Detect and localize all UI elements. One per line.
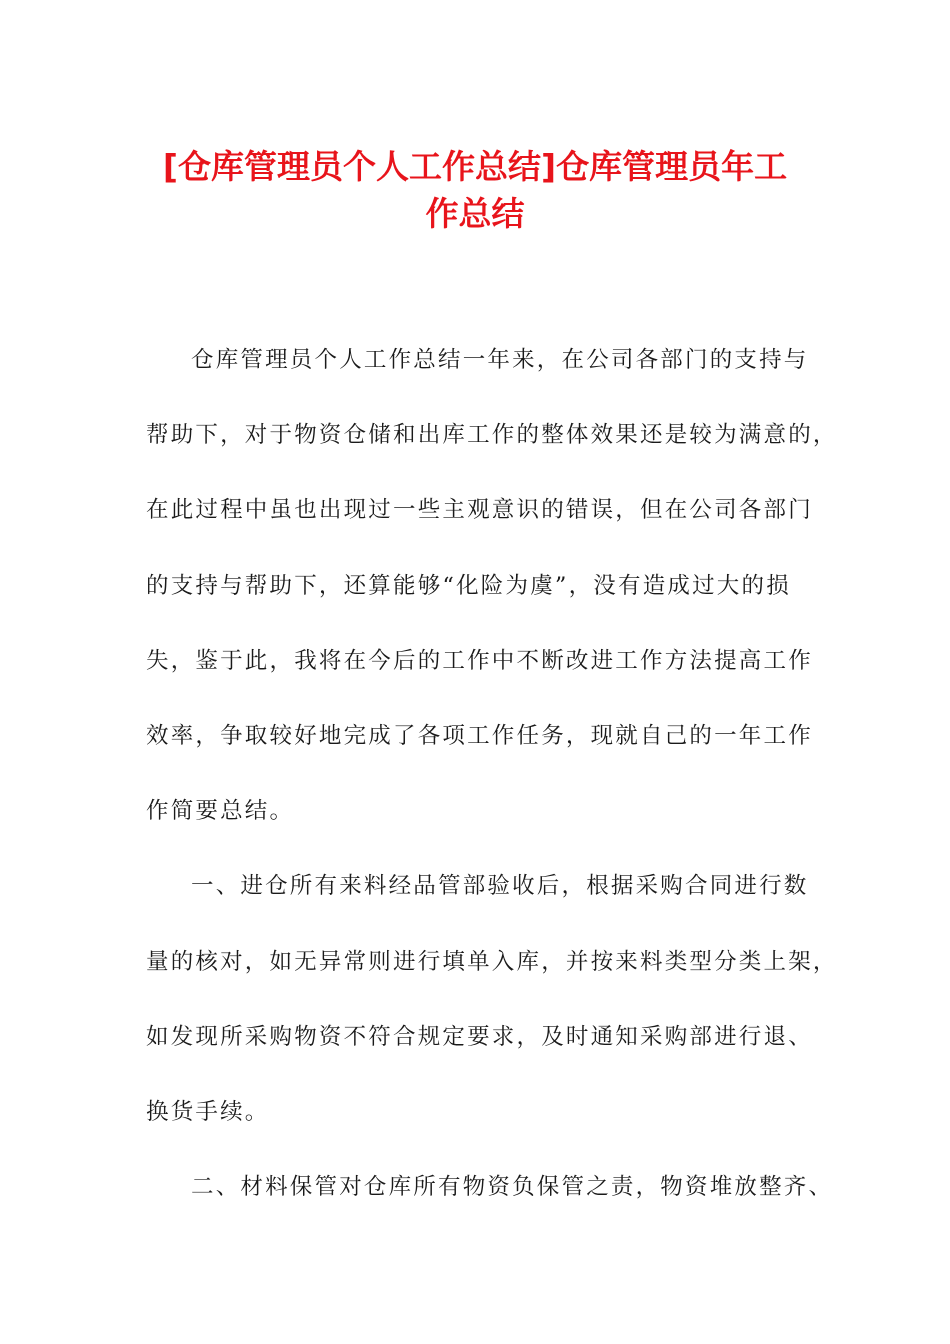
title-line-2: 作总结: [425, 194, 525, 233]
paragraph-line: 一、进仓所有来料经品管部验收后，根据采购合同进行数: [191, 873, 809, 900]
paragraph-line: 效率，争取较好地完成了各项工作任务，现就自己的一年工作: [146, 722, 813, 749]
paragraph-line: 失，鉴于此，我将在今后的工作中不断改进工作方法提高工作: [146, 647, 813, 674]
paragraph-line: 的支持与帮助下，还算能够“化险为虞”，没有造成过大的损: [146, 572, 791, 599]
paragraph-line: 在此过程中虽也出现过一些主观意识的错误，但在公司各部门: [146, 497, 813, 524]
paragraph-line: 换货手续。: [146, 1098, 270, 1125]
paragraph-line: 作简要总结。: [146, 798, 295, 825]
title-line-1: [仓库管理员个人工作总结]仓库管理员年工: [162, 147, 788, 186]
document-body: [146, 323, 838, 1225]
paragraph-line: 二、材料保管对仓库所有物资负保管之责，物资堆放整齐、: [191, 1174, 834, 1201]
document-title: [120, 143, 830, 237]
paragraph-line: 帮助下，对于物资仓储和出库工作的整体效果还是较为满意的，: [146, 422, 838, 449]
paragraph-line: 如发现所采购物资不符合规定要求，及时通知采购部进行退、: [146, 1023, 813, 1050]
paragraph-line: 仓库管理员个人工作总结一年来，在公司各部门的支持与: [191, 347, 809, 373]
paragraph-line: 量的核对，如无异常则进行填单入库，并按来料类型分类上架，: [146, 948, 838, 975]
